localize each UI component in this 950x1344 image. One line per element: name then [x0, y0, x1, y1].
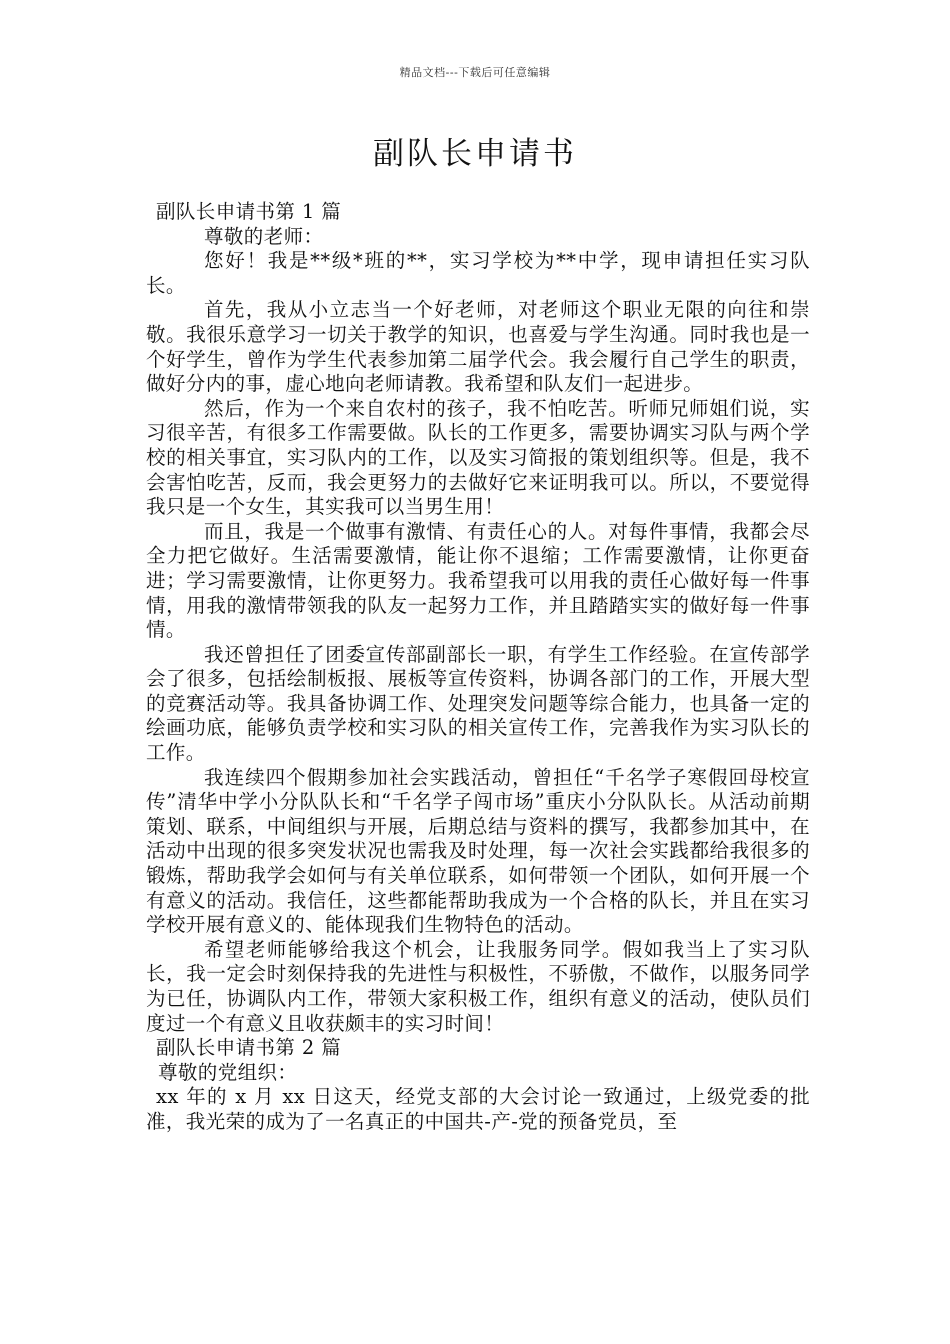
paragraph: 我还曾担任了团委宣传部副部长一职，有学生工作经验。在宣传部学会了很多，包括绘制板报、展板等宣传资料，协调各部门的工作，开展大型的竞赛活动等。我具备协调工作、处理突发问题等综合能力，也具备一定的绘画功底，能够负责学校和实习队的相关宣传工作，完善我作为实习队长的工作。 — [146, 642, 810, 765]
paragraph: 您好！我是**级*班的**，实习学校为**中学，现申请担任实习队长。 — [146, 249, 810, 297]
salutation: 尊敬的党组织： — [158, 1060, 298, 1084]
paragraph: 首先，我从小立志当一个好老师，对老师这个职业无限的向往和崇敬。我很乐意学习一切关于教学的知识，也喜爱与学生沟通。同时我也是一个好学生，曾作为学生代表参加第二届学代会。我会履行自己学生的职责，做好分内的事，虚心地向老师请教。我希望和队友们一起进步。 — [146, 298, 810, 396]
paragraph: 而且，我是一个做事有激情、有责任心的人。对每件事情，我都会尽全力把它做好。生活需要激情，能让你不退缩；工作需要激情，让你更奋进；学习需要激情，让你更努力。我希望我可以用我的责任心做好每一件事情，用我的激情带领我的队友一起努力工作，并且踏踏实实的做好每一件事情。 — [146, 519, 810, 642]
section-heading: 副队长申请书第 2 篇 — [156, 1036, 342, 1060]
salutation: 尊敬的老师： — [204, 224, 324, 248]
paragraph: 希望老师能够给我这个机会，让我服务同学。假如我当上了实习队长，我一定会时刻保持我的先进性与积极性，不骄傲，不做作，以服务同学为已任，协调队内工作，带领大家积极工作，组织有意义的活动，使队员们度过一个有意义且收获颇丰的实习时间！ — [146, 937, 810, 1035]
paragraph: 然后，作为一个来自农村的孩子，我不怕吃苦。听师兄师姐们说，实习很辛苦，有很多工作需要做。队长的工作更多，需要协调实习队与两个学校的相关事宜，实习队内的工作，以及实习简报的策划组织等。但是，我不会害怕吃苦，反而，我会更努力的去做好它来证明我可以。所以，不要觉得我只是一个女生，其实我可以当男生用！ — [146, 396, 810, 519]
document-title: 副队长申请书 — [373, 136, 577, 172]
header-note: 精品文档---下载后可任意编辑 — [399, 66, 551, 79]
paragraph: xx 年的 x 月 xx 日这天，经党支部的大会讨论一致通过，上级党委的批准，我光荣的成为了一名真正的中国共-产-党的预备党员，至 — [146, 1085, 810, 1133]
section-heading: 副队长申请书第 1 篇 — [156, 200, 342, 223]
paragraph: 我连续四个假期参加社会实践活动，曾担任“千名学子寒假回母校宣传”清华中学小分队队长和“千名学子闯市场”重庆小分队队长。从活动前期策划、联系，中间组织与开展，后期总结与资料的撰写，我都参加其中，在活动中出现的很多突发状况也需我及时处理，每一次社会实践都给我很多的锻炼，帮助我学会如何与有关单位联系，如何带领一个团队，如何开展一个有意义的活动。我信任，这些都能帮助我成为一个合格的队长，并且在实习学校开展有意义的、能体现我们生物特色的活动。 — [146, 765, 810, 937]
document-body — [146, 200, 810, 1135]
